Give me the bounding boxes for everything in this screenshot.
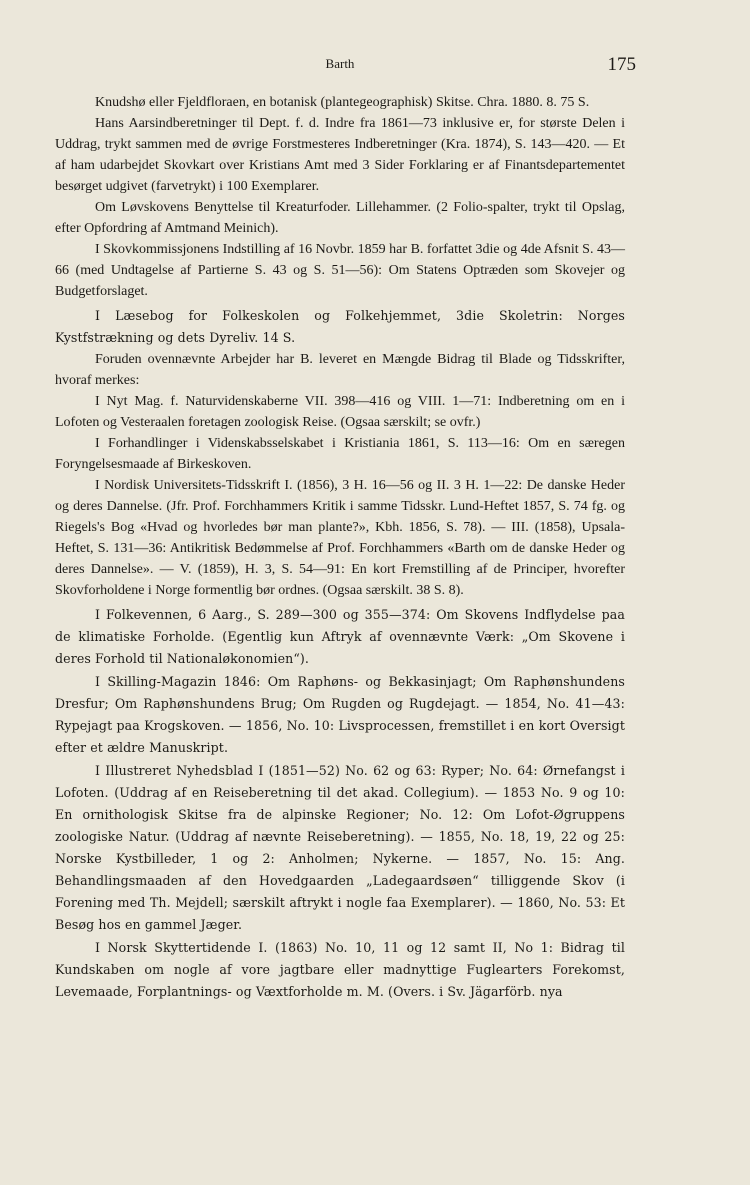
paragraph-skilling-magazin: I Skilling-Magazin 1846: Om Raphøns- og Bekkasinjagt; Om Raphønshundens Dresfur; Om Raphønshundens Brug; Om Rugden og Rugdejagt. — 1854, No. 41—43: Rypejagt paa Krogskoven. — 1856, No. 10: Livsprocessen, fremstillet i en kort Oversigt efter et ældre Manuskript. bbox=[55, 674, 625, 755]
paragraph-illustreret-nyhedsblad: I Illustreret Nyhedsblad I (1851—52) No. 62 og 63: Ryper; No. 64: Ørnefangst i Lofoten. (Uddrag af en Reiseberetning til det akad. Collegium). — 1853 No. 9 og 10: En ornithologisk Skitse fra de alpinske Regioner; No. 12: Om Lofot-Øgruppens zoologiske Natur. (Uddrag af nævnte Reiseberetning). — 1855, No. 18, 19, 22 og 25: Norske Kystbilleder, 1 og 2: Anholmen; Nykerne. — 1857, No. 15: Ang. Behandlingsmaaden af den Hovedgaarden „Ladegaardsøen“ tilliggende Skov (i Forening med Th. Mejdell; særskilt aftrykt i nogle faa Exemplarer). — 1860, No. 53: Et Besøg hos en gammel Jæger. bbox=[55, 763, 625, 932]
paragraph-aarsindberetninger: Hans Aarsindberetninger til Dept. f. d. Indre fra 1861—73 inklusive er, for største Delen i Uddrag, trykt sammen med de øvrige Forstmesteres Indberetninger (Kra. 1874), S. 143—420. — Et af ham udarbejdet Skovkart over Kristians Amt med 3 Sider Forklaring er af Finantsdepartementet besørget udgivet (farvetrykt) i 100 Exemplarer. bbox=[55, 116, 625, 194]
page-header bbox=[58, 54, 636, 78]
paragraph-skovkommissjonens: I Skovkommissjonens Indstilling af 16 Novbr. 1859 har B. forfattet 3die og 4de Afsnit S. 43—66 (med Undtagelse af Partierne S. 43 og S. 51—56): Om Statens Optræden som Skovejer og Budgetforslaget. bbox=[55, 242, 625, 299]
body-text bbox=[55, 92, 625, 1003]
paragraph-nordisk-tidsskrift: I Nordisk Universitets-Tidsskrift I. (1856), 3 H. 16—56 og II. 3 H. 1—22: De danske Heder og deres Dannelse. (Jfr. Prof. Forchhammers Kritik i samme Tidsskr. Lund-Heftet 1857, S. 74 fg. og Riegels's Bog «Hvad og hvorledes bør man plante?», Kbh. 1856, S. 78). — III. (1858), Upsala-Heftet, S. 131—36: Antikritisk Bedømmelse af Prof. Forchhammers «Barth om de danske Heder og deres Dannelse». — V. (1859), H. 3, S. 54—91: En kort Fremstilling af de Principer, hvorefter Skovforholdene i Norge formentlig bør ordnes. (Ogsaa særskilt. 38 S. 8). bbox=[55, 478, 625, 598]
paragraph-norsk-skyttertidende: I Norsk Skyttertidende I. (1863) No. 10, 11 og 12 samt II, No 1: Bidrag til Kundskaben om nogle af vore jagtbare eller madnyttige Fuglearters Forekomst, Levemaade, Forplantnings- og Væxtforholde m. M. (Overs. i Sv. Jägarförb. nya bbox=[55, 940, 625, 999]
paragraph-forhandlinger: I Forhandlinger i Videnskabsselskabet i Kristiania 1861, S. 113—16: Om en særegen Foryngelsesmaade af Birkeskoven. bbox=[55, 436, 625, 472]
paragraph-lovskovens: Om Løvskovens Benyttelse til Kreaturfoder. Lillehammer. (2 Folio-spalter, trykt til Opslag, efter Opfordring af Amtmand Meinich). bbox=[55, 200, 625, 236]
paragraph-laesebog: I Læsebog for Folkeskolen og Folkehjemmet, 3die Skoletrin: Norges Kystfstrækning og dets Dyreliv. 14 S. bbox=[55, 308, 625, 345]
paragraph-foruden: Foruden ovennævnte Arbejder har B. leveret en Mængde Bidrag til Blade og Tidsskrifter, hvoraf merkes: bbox=[55, 352, 625, 388]
paragraph-nyt-mag: I Nyt Mag. f. Naturvidenskaberne VII. 398—416 og VIII. 1—71: Indberetning om en i Lofoten og Vesteraalen foretagen zoologisk Reise. (Ogsaa særskilt; se ovfr.) bbox=[55, 394, 625, 430]
paragraph-folkevennen: I Folkevennen, 6 Aarg., S. 289—300 og 355—374: Om Skovens Indflydelse paa de klimatiske Forholde. (Egentlig kun Aftryk af ovennævnte Værk: „Om Skovene i deres Forhold til Nationaløkonomien“). bbox=[55, 607, 625, 666]
paragraph-knudsho: Knudshø eller Fjeldfloraen, en botanisk (plantegeographisk) Skitse. Chra. 1880. 8. 75 S. bbox=[95, 95, 590, 110]
page-number: 175 bbox=[607, 54, 636, 75]
running-head: Barth bbox=[325, 56, 355, 71]
